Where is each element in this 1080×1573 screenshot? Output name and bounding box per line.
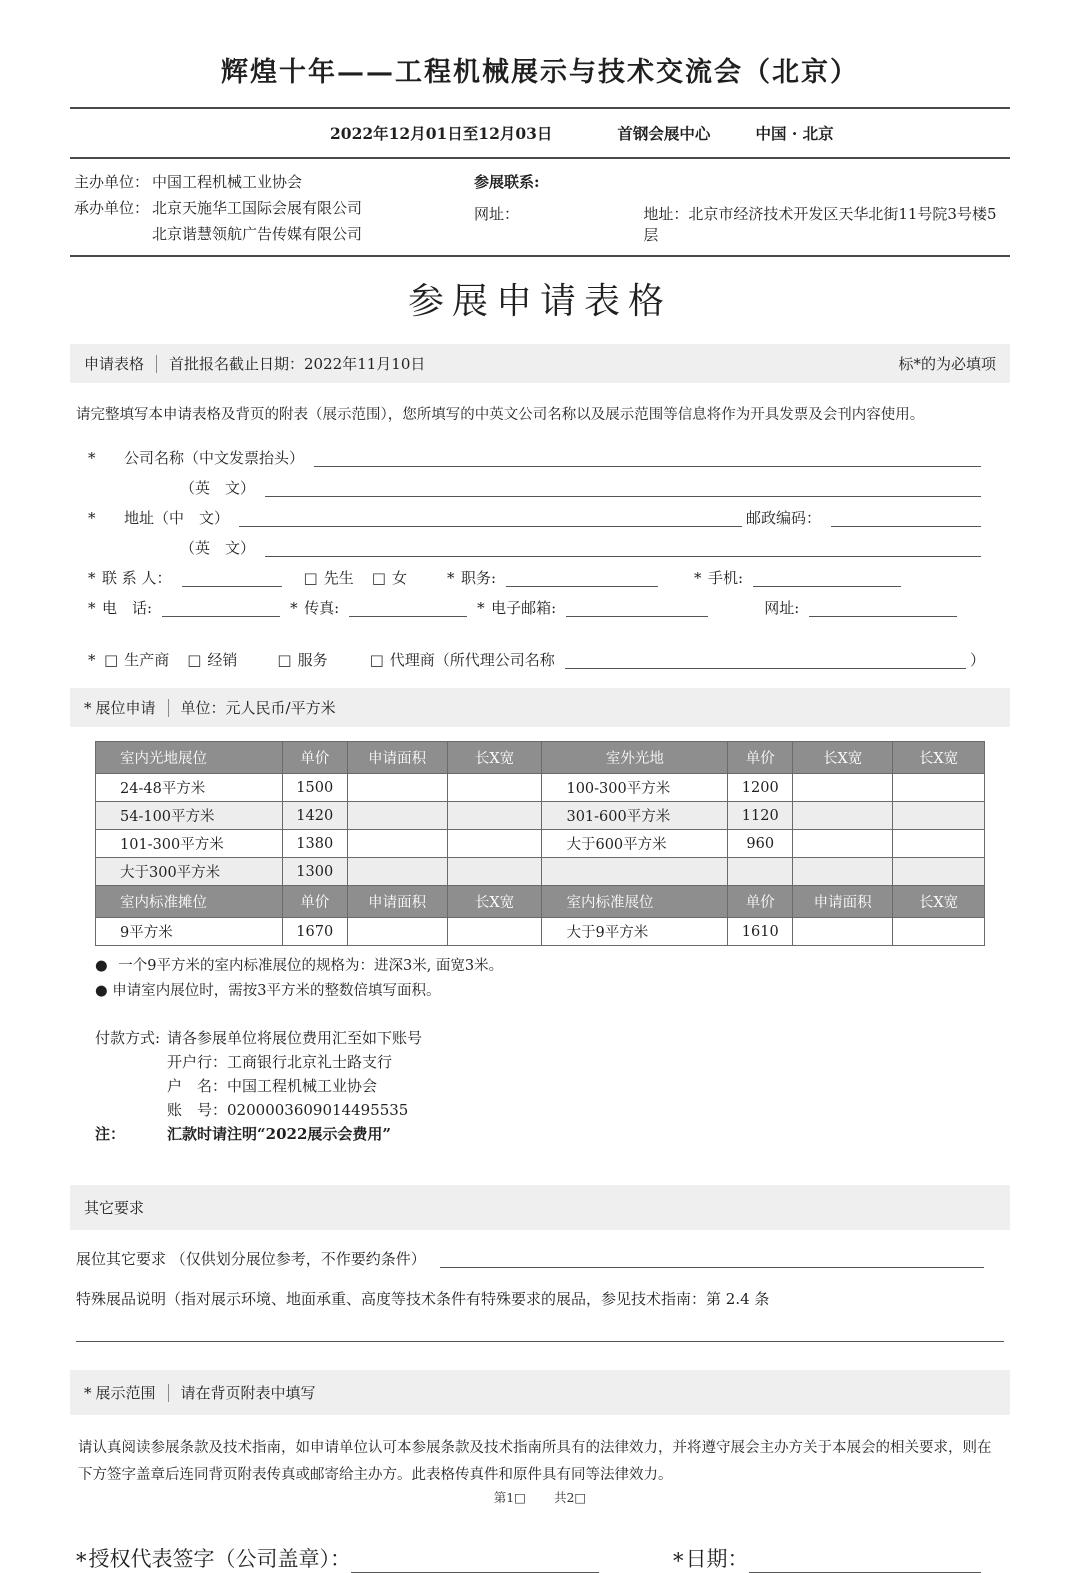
host-label: 主办单位： [74,173,150,191]
account-label: 账 号： [167,1101,228,1119]
address-cn-input-line[interactable] [239,522,742,527]
booth-size: 大于9平方米 [542,918,728,946]
bullet-icon: ● [95,958,108,974]
required-mark: * [673,1549,684,1573]
page-number: 第1□ [493,1490,526,1505]
separator [156,355,157,373]
col-header: 室外光地 [542,742,728,774]
date-label: 日期： [685,1547,749,1571]
mobile-label: 手机: [708,569,744,587]
bank-label: 开户行： [167,1053,228,1071]
unit-price: 1420 [282,802,347,830]
form-title: 参展申请表格 [407,281,672,322]
mobile-input-line[interactable] [753,582,901,587]
booth-size: 大于300平方米 [96,858,283,886]
col-header: 室内标准摊位 [96,886,283,918]
required-mark: * [290,599,298,617]
unit-price: 1500 [282,774,347,802]
email-input-line[interactable] [566,612,708,617]
area-input-cell[interactable] [347,774,447,802]
required-mark: * [88,599,96,617]
dealer-label: 经销 [207,651,238,669]
web-label: 网址: [764,599,800,617]
separator [168,699,169,717]
required-mark: * [88,569,96,587]
bank-name: 工商银行北京礼士路支行 [227,1053,393,1071]
required-mark: * [88,651,96,669]
ms-checkbox[interactable]: □ [371,569,386,587]
booth-size: 100-300平方米 [542,774,728,802]
special-exhibit-label: 特殊展品说明（指对展示环境、地面承重、高度等技术条件有特殊要求的展品，参见技术指南：第 2.4 条 [76,1290,770,1308]
required-mark: * [477,599,485,617]
field-row-company-type [70,650,1010,671]
producer-checkbox[interactable]: □ [104,651,119,669]
company-en-label: （英 文） [180,479,256,497]
field-row-address-en [70,538,1010,559]
exhibit-contact-label: 参展联系: [474,173,540,191]
event-venue: 首钢会展中心 [617,124,711,143]
booth-size: 大于600平方米 [542,830,728,858]
col-header: 室内光地展位 [96,742,283,774]
organizer-name-1: 北京天施华工国际会展有限公司 [152,199,363,217]
table-row [96,830,985,858]
organizer-label: 承办单位： [74,199,150,217]
col-header: 申请面积 [347,886,447,918]
booth-unit-label: 单位：元人民币/平方米 [180,699,336,717]
required-mark: * [84,1383,92,1402]
agent-label: 代理商（所代理公司名称 [389,651,555,669]
booth-other-req-input-line[interactable] [440,1263,984,1268]
payment-block [95,1028,1010,1145]
dim-input-cell[interactable] [793,774,893,802]
area-input-cell[interactable] [347,918,447,946]
organizer-name-2: 北京谐慧领航广告传媒有限公司 [152,225,363,243]
intro-text: 请完整填写本申请表格及背页的附表（展示范围），您所填写的中英文公司名称以及展示范围等信息将作为开具发票及会刊内容使用。 [76,407,925,423]
mr-label: 先生 [323,569,354,587]
col-header: 长X宽 [447,742,542,774]
col-header: 申请面积 [793,886,893,918]
area-input-cell[interactable] [347,802,447,830]
section-bar-booth [70,688,1010,727]
dim-input-cell[interactable] [893,918,985,946]
agent-close-paren: ） [969,651,985,669]
special-exhibit-row [76,1288,1004,1310]
payment-label: 付款方式: [95,1029,161,1047]
company-cn-label: 公司名称（中文发票抬头） [124,449,305,467]
col-header: 长X宽 [893,742,985,774]
booth-price-table [95,741,985,946]
table-row [96,774,985,802]
dealer-checkbox[interactable]: □ [187,651,202,669]
table-row [96,858,985,886]
dim-input-cell[interactable] [447,858,542,886]
account-number: 0200003609014495535 [227,1101,409,1119]
dim-input-cell[interactable] [893,774,985,802]
table-row [96,802,985,830]
field-row-company-cn [70,448,1010,469]
organizer-list [74,171,474,245]
booth-other-req-label: 展位其它要求 （仅供划分展位参考，不作要约条件） [76,1250,426,1268]
signature-label: 授权代表签字（公司盖章）： [88,1547,351,1571]
web-input-line[interactable] [809,612,957,617]
address-cn-label: 地址（中 文） [124,509,230,527]
address-en-input-line[interactable] [265,552,981,557]
required-mark: * [76,1549,87,1573]
agent-checkbox[interactable]: □ [369,651,384,669]
dim-input-cell[interactable] [793,830,893,858]
section-bar-other [70,1185,1010,1230]
holder-name: 中国工程机械工业协会 [227,1077,378,1095]
service-label: 服务 [297,651,328,669]
contact-person-label: 联 系 人： [102,569,172,587]
signature-input-line[interactable] [351,1567,599,1573]
dim-input-cell[interactable] [447,918,542,946]
dim-input-cell[interactable] [793,858,893,886]
col-header: 室内标准展位 [542,886,728,918]
deadline-text: 首批报名截止日期：2022年11月10日 [169,355,426,373]
required-note: 标*的为必填项 [898,355,996,373]
required-mark: * [84,698,92,717]
booth-section-label: 展位申请 [95,699,156,717]
col-header: 单价 [728,742,793,774]
job-title-label: 职务: [460,569,497,587]
contact-person-input-line[interactable] [182,582,282,587]
dim-input-cell[interactable] [447,830,542,858]
col-header: 长X宽 [447,886,542,918]
required-mark: * [88,509,96,527]
booth-size: 301-600平方米 [542,802,728,830]
unit-price: 1300 [282,858,347,886]
booth-notes [95,956,1010,1002]
unit-price: 960 [728,830,793,858]
scope-section-label: 展示范围 [95,1384,156,1402]
host-name: 中国工程机械工业协会 [152,173,303,191]
divider [70,255,1010,257]
dim-input-cell[interactable] [893,802,985,830]
phone-input-line[interactable] [162,612,280,617]
other-section-label: 其它要求 [84,1199,145,1217]
booth-table-header-band2 [96,886,985,918]
required-mark: * [446,569,455,587]
booth-note-1: 一个9平方米的室内标准展位的规格为：进深3米, 面宽3米。 [118,958,504,974]
email-label: 电子邮箱: [491,599,557,617]
dim-input-cell[interactable] [447,774,542,802]
unit-price: 1670 [282,918,347,946]
scope-instruction: 请在背页附表中填写 [180,1384,316,1402]
signature-row [76,1543,1010,1573]
fax-label: 传真: [304,599,340,617]
required-mark: * [694,569,702,587]
field-row-contact [70,568,1010,589]
page-total: 共2□ [553,1490,587,1505]
unit-price: 1380 [282,830,347,858]
dim-input-cell[interactable] [893,858,985,886]
booth-other-req-row [76,1248,1004,1270]
section-bar-application [70,344,1010,383]
col-header: 长X宽 [793,742,893,774]
field-row-company-en [70,478,1010,499]
col-header: 单价 [282,742,347,774]
dim-input-cell[interactable] [893,830,985,858]
separator [168,1384,169,1402]
unit-price [728,858,793,886]
producer-label: 生产商 [124,651,170,669]
event-info-row [70,109,1010,157]
event-location: 中国 · 北京 [755,124,834,143]
dim-input-cell[interactable] [447,802,542,830]
ms-label: 女 [391,569,407,587]
payment-note: 汇款时请注明“2022展示会费用” [167,1125,392,1143]
required-mark: * [88,449,96,467]
table-row [96,918,985,946]
website-label: 网址： [474,205,520,223]
mr-checkbox[interactable]: □ [303,569,318,587]
job-title-input-line[interactable] [506,582,658,587]
field-row-phone [70,598,1010,619]
booth-note-2: 申请室内展位时，需按3平方米的整数倍填写面积。 [112,983,441,999]
holder-label: 户 名： [167,1077,228,1095]
col-header: 单价 [728,886,793,918]
booth-table-header-band1 [96,742,985,774]
agent-company-input-line[interactable] [565,664,966,669]
venue-address: 地址：北京市经济技术开发区天华北街11号院3号楼5层 [643,205,997,244]
company-cn-input-line[interactable] [314,462,981,467]
disclaimer-text: 请认真阅读参展条款及技术指南，如申请单位认可本参展条款及技术指南所具有的法律效力，并将遵守展会主办方关于本展会的相关要求，则在下方签字盖章后连同背页附表传真或邮寄给主办方。此表格传真件和原件具有同等法律效力。 [78,1440,992,1483]
contact-block [474,171,1010,245]
section-application-label: 申请表格 [84,355,145,373]
date-input-line[interactable] [749,1567,981,1573]
area-input-cell[interactable] [793,918,893,946]
booth-size: 9平方米 [96,918,283,946]
phone-label: 电 话: [102,599,153,617]
note-label: 注： [95,1125,126,1143]
col-header: 长X宽 [893,886,985,918]
section-bar-scope [70,1370,1010,1415]
bullet-icon: ● [95,983,108,999]
col-header: 申请面积 [347,742,447,774]
booth-size [542,858,728,886]
postcode-label: 邮政编码： [745,509,821,527]
payment-intro: 请各参展单位将展位费用汇至如下账号 [167,1029,423,1047]
booth-size: 54-100平方米 [96,802,283,830]
area-input-cell[interactable] [347,858,447,886]
area-input-cell[interactable] [347,830,447,858]
postcode-input-line[interactable] [831,522,981,527]
dim-input-cell[interactable] [793,802,893,830]
unit-price: 1610 [728,918,793,946]
field-row-address-cn [70,508,1010,529]
page-footer [0,1488,1080,1506]
event-title: 辉煌十年——工程机械展示与技术交流会（北京） [221,57,859,88]
organizer-block [70,159,1010,255]
booth-size: 24-48平方米 [96,774,283,802]
service-checkbox[interactable]: □ [277,651,292,669]
fax-input-line[interactable] [349,612,467,617]
unit-price: 1120 [728,802,793,830]
event-dates: 2022年12月01日至12月03日 [330,124,553,143]
address-en-label: （英 文） [180,539,256,557]
col-header: 单价 [282,886,347,918]
company-en-input-line[interactable] [265,492,981,497]
unit-price: 1200 [728,774,793,802]
booth-size: 101-300平方米 [96,830,283,858]
